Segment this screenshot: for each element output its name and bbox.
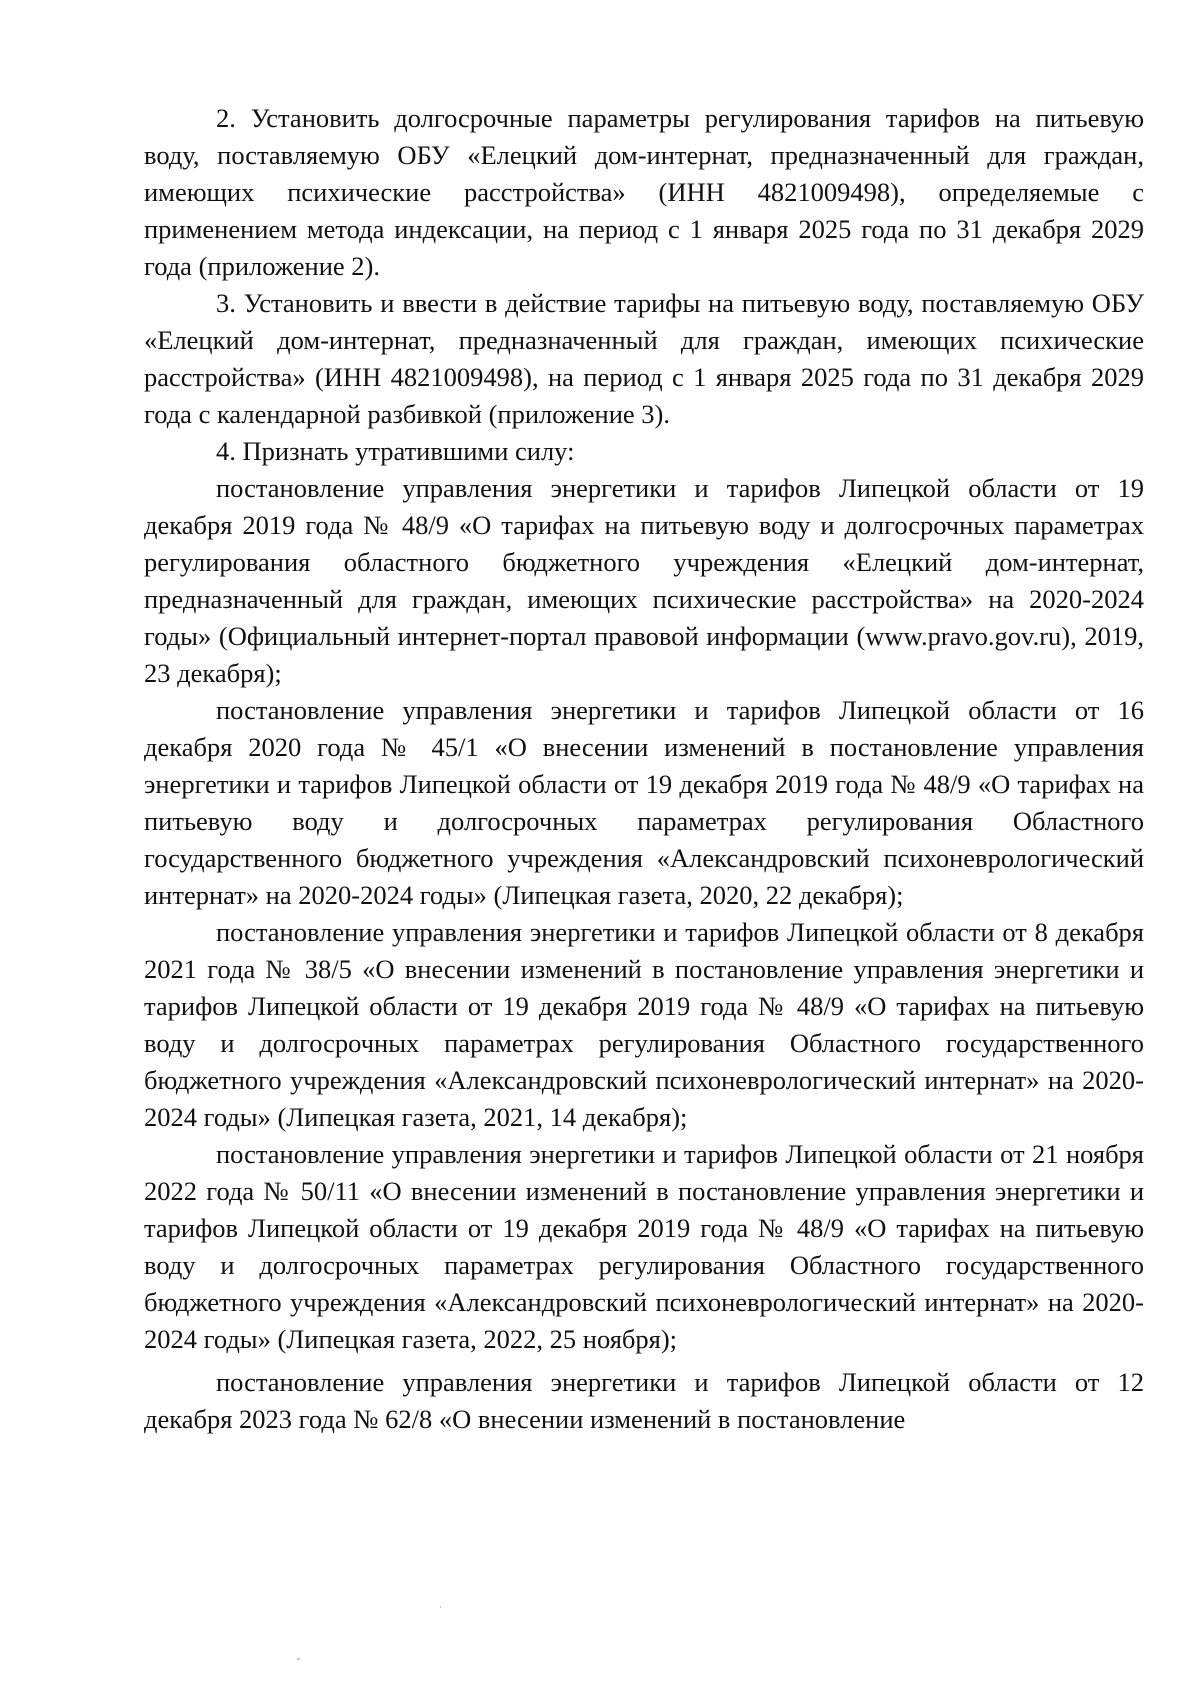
document-body bbox=[144, 100, 1144, 1438]
paragraph-item-3: 3. Установить и ввести в действие тарифы на питьевую воду, поставляемую ОБУ «Елецкий дом-интернат, предназначенный для граждан, имеющих психические расстройства» (ИНН 4821009498), на период с 1 января 2025 года по 31 декабря 2029 года с календарной разбивкой (приложение 3). bbox=[144, 288, 1144, 429]
repealed-act-2023: постановление управления энергетики и тарифов Липецкой области от 12 декабря 2023 года № 62/8 «О внесении изменений в постановление bbox=[144, 1367, 1144, 1434]
repealed-act-2019: постановление управления энергетики и тарифов Липецкой области от 19 декабря 2019 года № 48/9 «О тарифах на питьевую воду и долгосрочных параметрах регулирования областного бюджетного учреждения «Елецкий дом-интернат, предназначенный для граждан, имеющих психические расстройства» на 2020-2024 годы» (Официальный интернет-портал правовой информации (www.pravo.gov.ru), 2019, 23 декабря); bbox=[144, 473, 1144, 688]
repealed-act-2020: постановление управления энергетики и тарифов Липецкой области от 16 декабря 2020 года № 45/1 «О внесении изменений в постановление управления энергетики и тарифов Липецкой области от 19 декабря 2019 года № 48/9 «О тарифах на питьевую воду и долгосрочных параметрах регулирования Областного государственного бюджетного учреждения «Александровский психоневрологический интернат» на 2020-2024 годы» (Липецкая газета, 2020, 22 декабря); bbox=[144, 695, 1144, 910]
paragraph-item-2: 2. Установить долгосрочные параметры регулирования тарифов на питьевую воду, поставляемую ОБУ «Елецкий дом-интернат, предназначенный для граждан, имеющих психические расстройства» (ИНН 4821009498), определяемые с применением метода индексации, на период с 1 января 2025 года по 31 декабря 2029 года (приложение 2). bbox=[144, 103, 1144, 281]
paragraph-item-4: 4. Признать утратившими силу: bbox=[216, 436, 575, 466]
repealed-act-2021: постановление управления энергетики и тарифов Липецкой области от 8 декабря 2021 года № 38/5 «О внесении изменений в постановление управления энергетики и тарифов Липецкой области от 19 декабря 2019 года № 48/9 «О тарифах на питьевую воду и долгосрочных параметрах регулирования Областного государственного бюджетного учреждения «Александровский психоневрологический интернат» на 2020-2024 годы» (Липецкая газета, 2021, 14 декабря); bbox=[144, 917, 1144, 1132]
scan-speck bbox=[440, 1606, 441, 1608]
repealed-act-2022: постановление управления энергетики и тарифов Липецкой области от 21 ноября 2022 года № 50/11 «О внесении изменений в постановление управления энергетики и тарифов Липецкой области от 19 декабря 2019 года № 48/9 «О тарифах на питьевую воду и долгосрочных параметрах регулирования Областного государственного бюджетного учреждения «Александровский психоневрологический интернат» на 2020-2024 годы» (Липецкая газета, 2022, 25 ноября); bbox=[144, 1139, 1144, 1354]
scan-speck bbox=[297, 1658, 300, 1660]
